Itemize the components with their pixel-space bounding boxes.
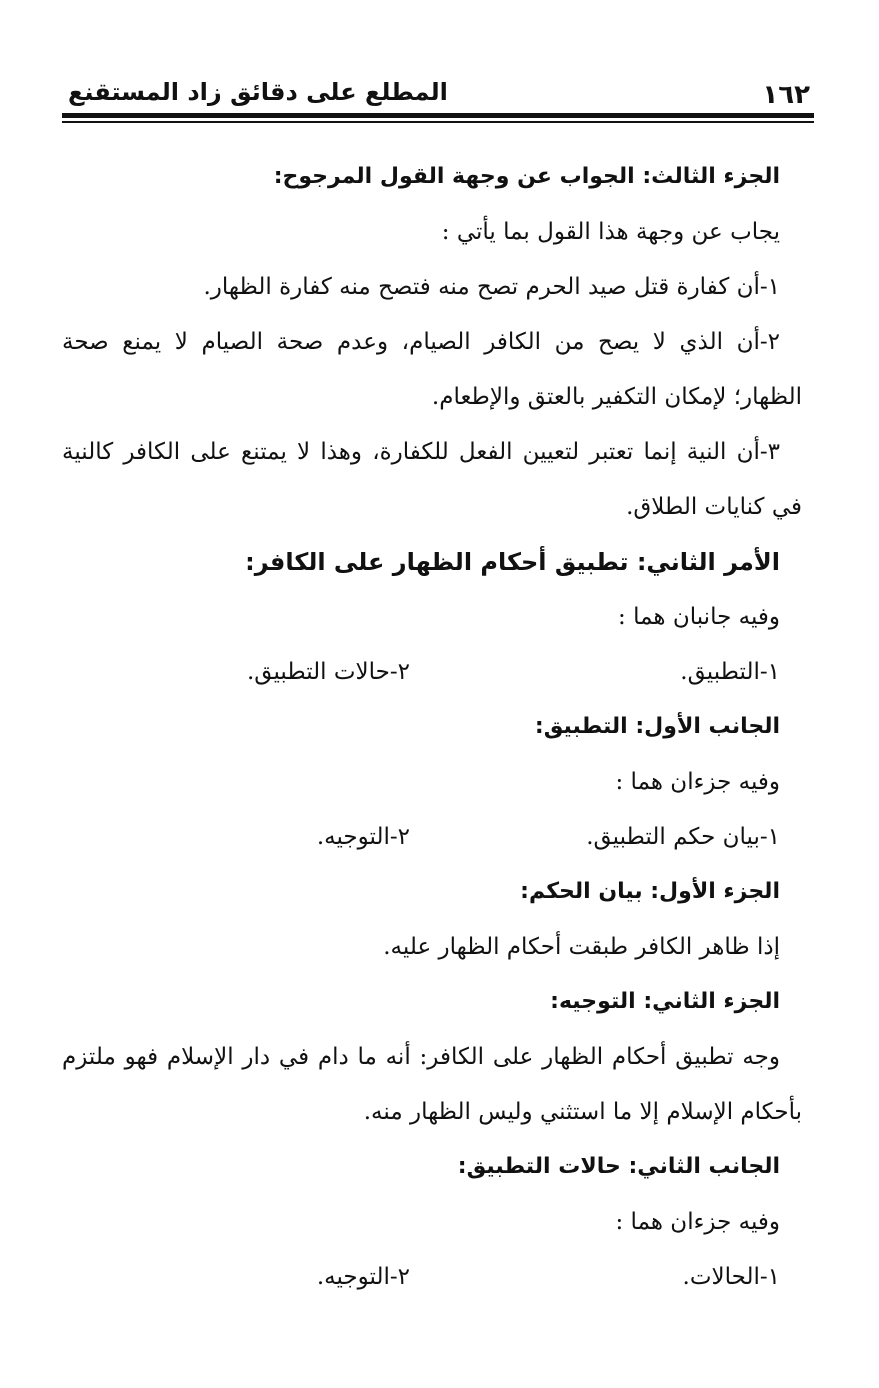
list-item-2: ٢-التوجيه. — [316, 824, 410, 850]
header-rule-thick — [62, 113, 814, 118]
two-column-list — [62, 1250, 780, 1304]
list-item-2: ٢-التوجيه. — [316, 1264, 410, 1290]
paragraph-line: يجاب عن وجهة هذا القول بما يأتي : — [441, 219, 780, 245]
two-column-list — [62, 645, 780, 699]
heading-second-matter: الأمر الثاني: تطبيق أحكام الظهار على الكافر: — [245, 548, 780, 576]
list-item-1: ١-التطبيق. — [680, 659, 780, 685]
continuation-line: في كنايات الطلاق. — [626, 494, 802, 520]
continuation-line: بأحكام الإسلام إلا ما استثني وليس الظهار منه. — [363, 1099, 802, 1125]
header-rule-thin — [62, 121, 814, 123]
page-number: ١٦٢ — [762, 80, 810, 110]
continuation-line: الظهار؛ لإمكان التكفير بالعتق والإطعام. — [431, 384, 802, 410]
running-title: المطلع على دقائق زاد المستقنع — [68, 78, 448, 106]
page-header — [62, 74, 814, 110]
paragraph-line: وفيه جانبان هما : — [618, 604, 780, 630]
numbered-item: ١-أن كفارة قتل صيد الحرم تصح منه فتصح منه كفارة الظهار. — [203, 274, 780, 300]
numbered-item: ٢-أن الذي لا يصح من الكافر الصيام، وعدم صحة الصيام لا يمنع صحة — [62, 329, 780, 355]
list-item-2: ٢-حالات التطبيق. — [246, 659, 410, 685]
paragraph-line: وفيه جزءان هما : — [615, 769, 780, 795]
two-column-list — [62, 810, 780, 864]
numbered-item: ٣-أن النية إنما تعتبر لتعيين الفعل للكفارة، وهذا لا يمتنع على الكافر كالنية — [62, 439, 780, 465]
paragraph-line: وفيه جزءان هما : — [615, 1209, 780, 1235]
paragraph-line: إذا ظاهر الكافر طبقت أحكام الظهار عليه. — [383, 934, 780, 960]
heading-first-aspect: الجانب الأول: التطبيق: — [534, 714, 780, 739]
heading-second-part: الجزء الثاني: التوجيه: — [550, 989, 780, 1014]
list-item-1: ١-الحالات. — [682, 1264, 780, 1290]
heading-third-part: الجزء الثالث: الجواب عن وجهة القول المرجوح: — [273, 164, 780, 189]
heading-second-aspect: الجانب الثاني: حالات التطبيق: — [457, 1154, 780, 1179]
list-item-1: ١-بيان حكم التطبيق. — [586, 824, 780, 850]
heading-first-part: الجزء الأول: بيان الحكم: — [520, 879, 780, 904]
paragraph-line: وجه تطبيق أحكام الظهار على الكافر: أنه ما دام في دار الإسلام فهو ملتزم — [62, 1044, 780, 1070]
